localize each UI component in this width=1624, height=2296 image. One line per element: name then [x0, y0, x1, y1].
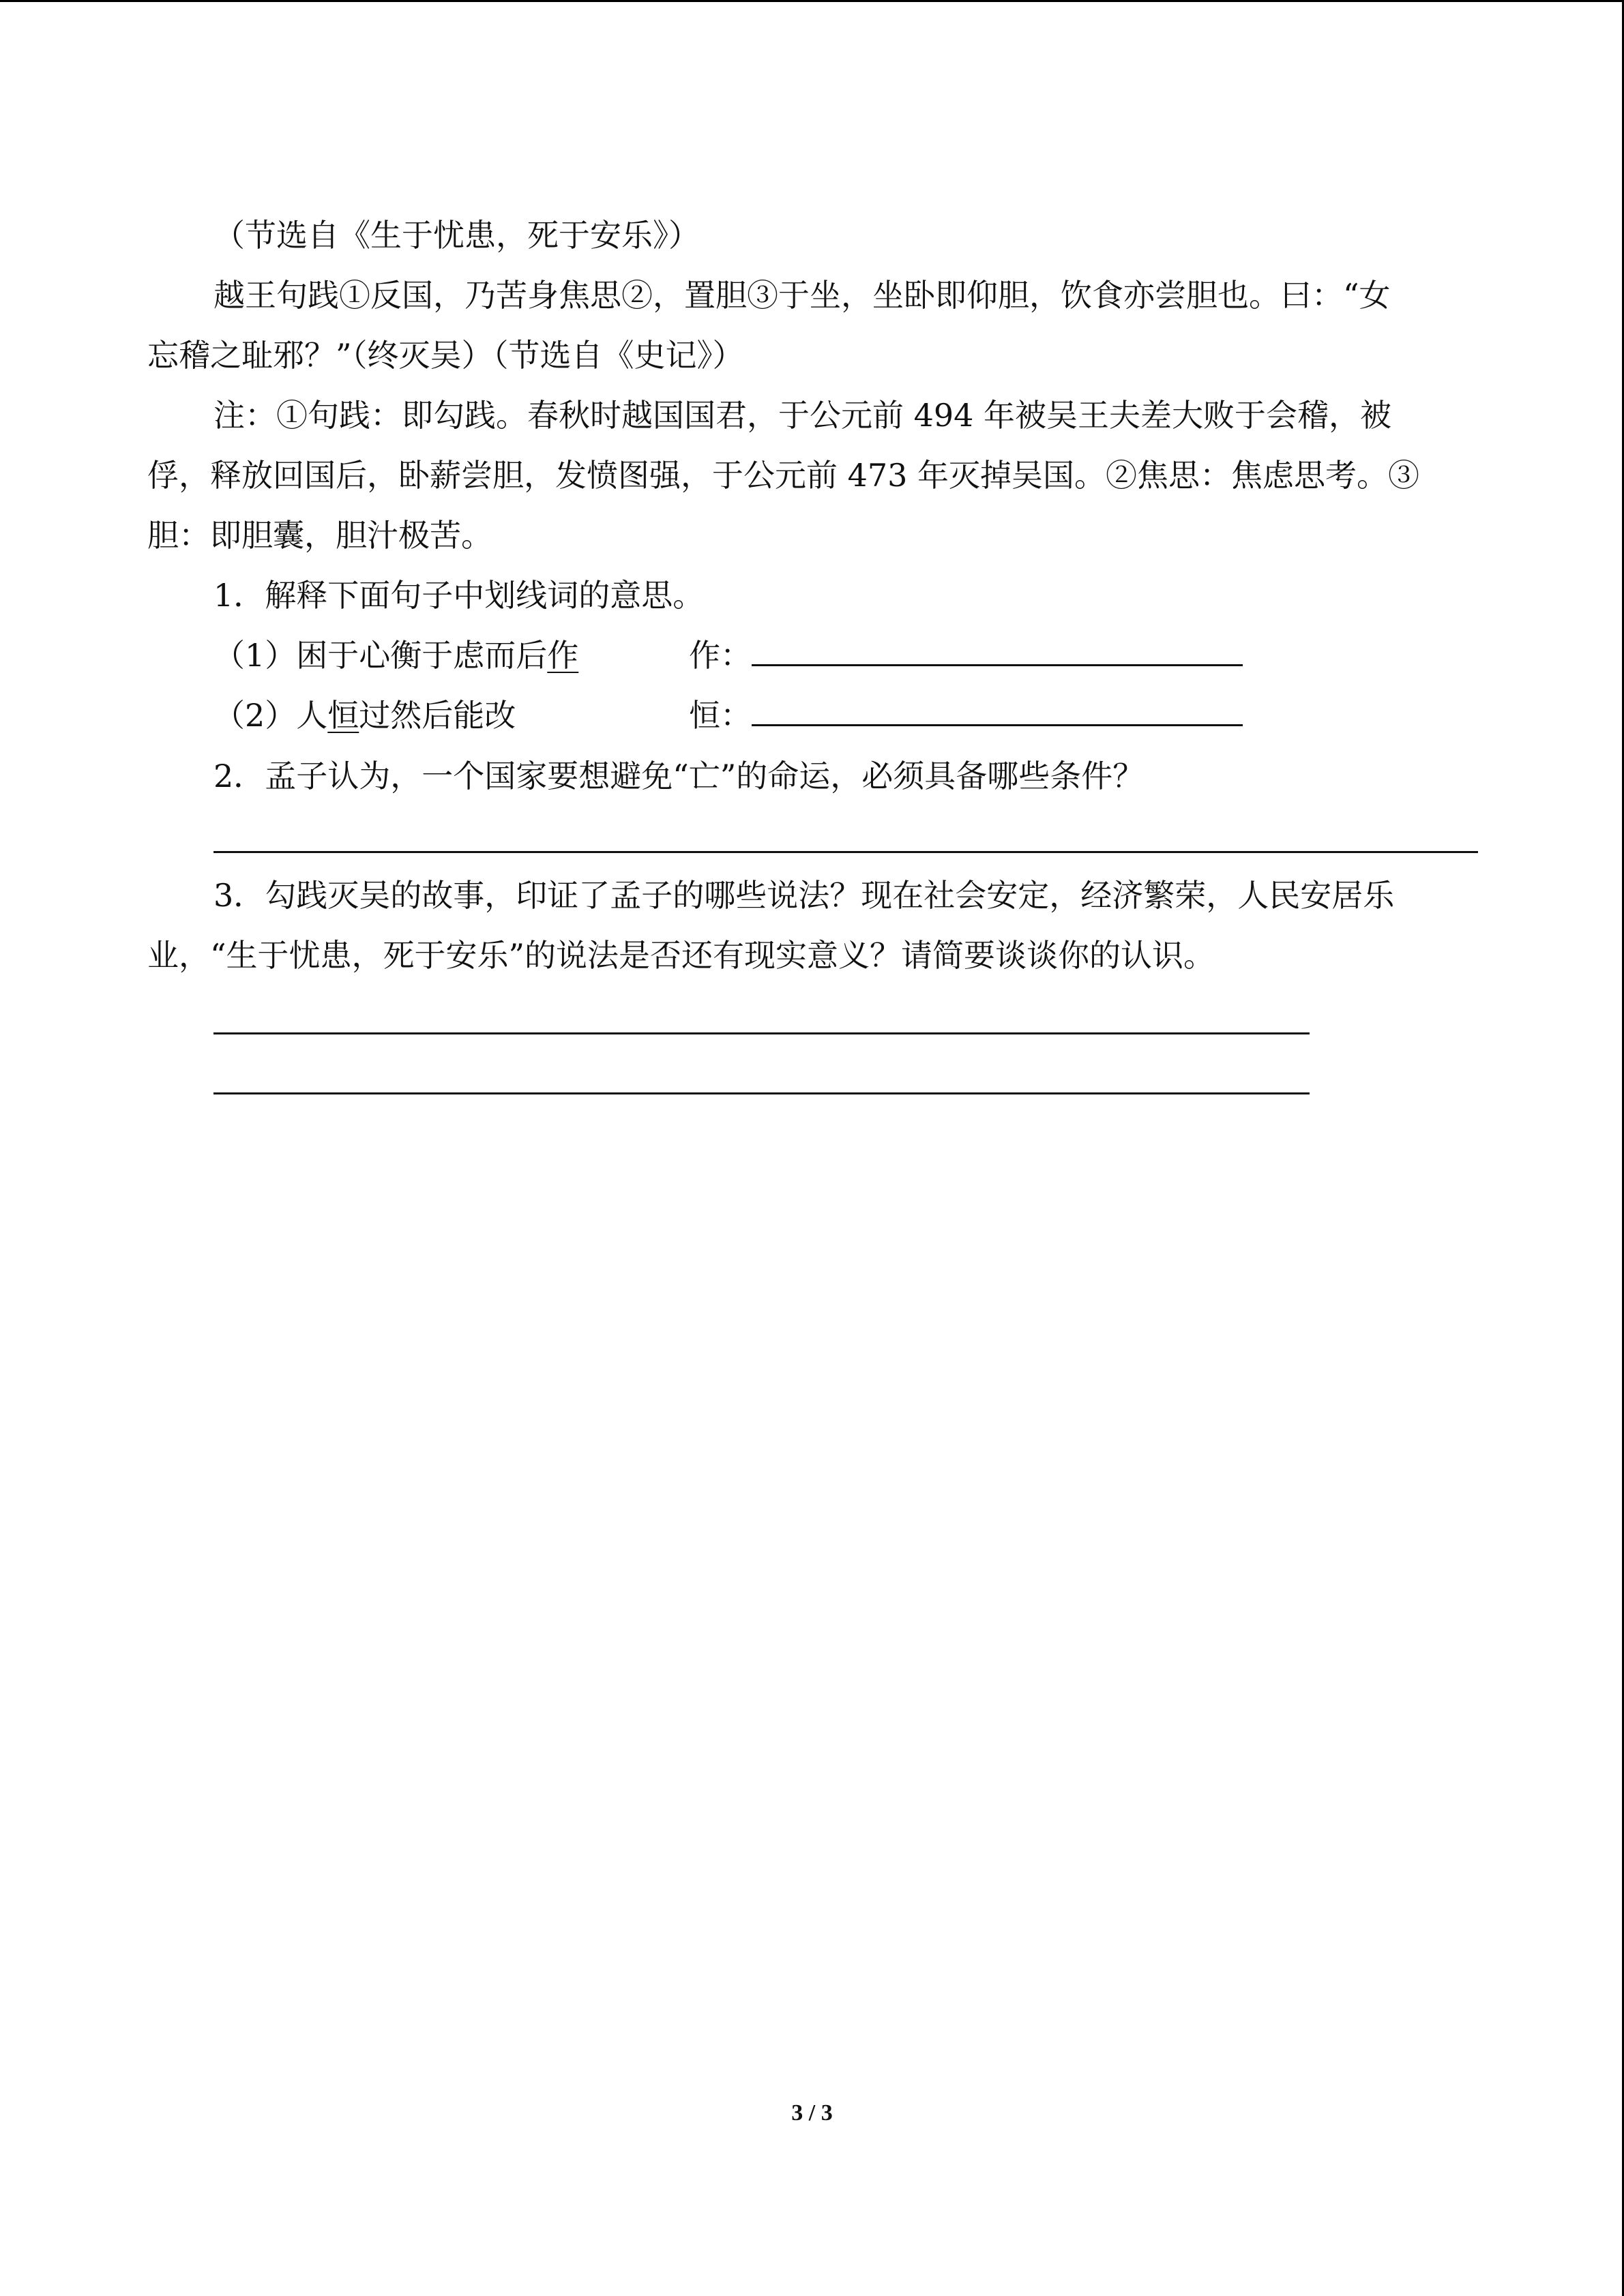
- item-1-answer-blank[interactable]: [752, 640, 1243, 666]
- question-3-answer-line-2[interactable]: [213, 1092, 1310, 1094]
- notes-line-3: 胆：即胆囊，胆汁极苦。: [147, 517, 492, 554]
- question-2-prompt: 2．孟子认为，一个国家要想避免“亡”的命运，必须具备哪些条件？: [213, 758, 1145, 794]
- item-2-post: 过然后能改: [359, 697, 516, 734]
- question-3-line-2: 业，“生于忧患，死于安乐”的说法是否还有现实意义？请简要谈谈你的认识。: [147, 937, 1215, 974]
- item-1-answer-label: 作：: [689, 637, 752, 674]
- item-2-underlined-word: 恒: [327, 697, 359, 734]
- page-number: 3 / 3: [791, 2100, 833, 2126]
- item-1-pre: （1）困于心衡于虑而后: [213, 637, 548, 674]
- story-line-2: 忘稽之耻邪？”（终灭吴）（节选自《史记》）: [147, 337, 744, 374]
- item-2-answer: [689, 695, 1243, 736]
- question-2-answer-line[interactable]: [213, 851, 1478, 853]
- item-1-answer: [689, 635, 1243, 676]
- item-2-answer-label: 恒：: [689, 697, 752, 734]
- story-line-1: 越王句践①反国，乃苦身焦思②，置胆③于坐，坐卧即仰胆，饮食亦尝胆也。曰：“女: [213, 277, 1391, 314]
- item-2-answer-blank[interactable]: [752, 700, 1243, 726]
- notes-line-1: 注：①句践：即勾践。春秋时越国国君，于公元前 494 年被吴王夫差大败于会稽，被: [213, 397, 1392, 434]
- question-1-item-2: [213, 695, 516, 736]
- source-note: （节选自《生于忧患，死于安乐》）: [213, 217, 700, 254]
- question-1-item-1: [213, 635, 578, 676]
- item-1-underlined-word: 作: [547, 637, 579, 674]
- item-2-pre: （2）人: [213, 697, 328, 734]
- question-3-answer-line-1[interactable]: [213, 1032, 1310, 1034]
- question-1-prompt: 1．解释下面句子中划线词的意思。: [213, 577, 705, 614]
- question-3-line-1: 3．勾践灭吴的故事，印证了孟子的哪些说法？现在社会安定，经济繁荣，人民安居乐: [213, 877, 1395, 914]
- notes-line-2: 俘，释放回国后，卧薪尝胆，发愤图强，于公元前 473 年灭掉吴国。②焦思：焦虑思考。③: [147, 457, 1420, 494]
